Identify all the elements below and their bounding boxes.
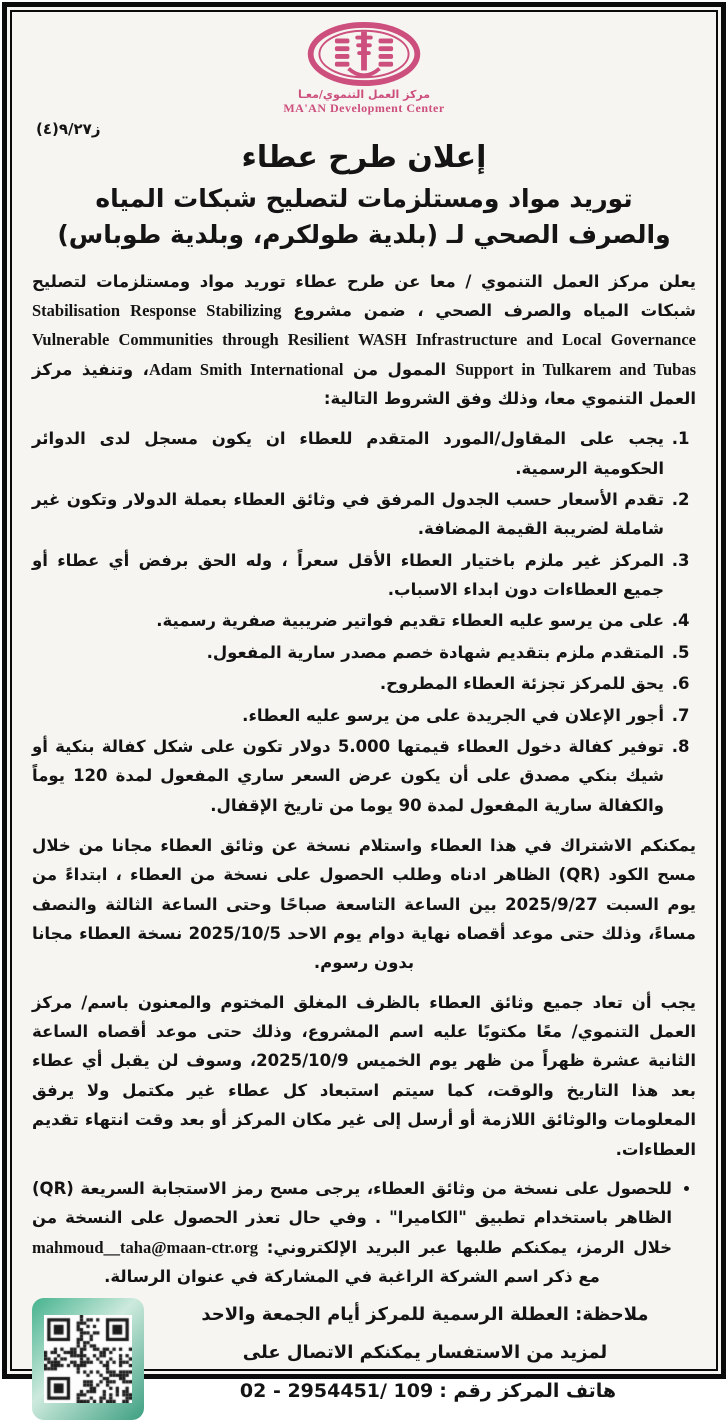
intro-arabic-3: ، وتنفيذ مركز العمل التنموي معا، وذلك وفق الشروط التالية: <box>32 359 696 408</box>
intro-arabic-2: الممول من <box>352 359 447 379</box>
phone-line <box>154 1372 696 1412</box>
footer <box>32 1296 696 1421</box>
footer-notes <box>154 1296 696 1421</box>
contact-email: mahmoud__taha@maan-ctr.org <box>32 1237 259 1257</box>
qr-info-paragraph: يمكنكم الاشتراك في هذا العطاء واستلام نسخة عن وثائق العطاء مجانا من خلال مسح الكود (QR) الظاهر ادناه وطلب الحصول على نسخة من العطاء ، ابتداءً من يوم السبت 2025/9/27 بين الساعة التاسعة صباحًا وحتى الساعة الثالثة والنصف مساءً، وذلك حتى موعد أقصاه نهاية دوام يوم الاحد 2025/10/5 نسخة العطاء مجانا بدون رسوم. <box>32 835 697 973</box>
condition-item-3: 3. المركز غير ملزم باختيار العطاء الأقل سعراً ، وله الحق برفض أي عطاء أو جميع العطاءات دون ابداء الاسباب. <box>32 546 666 605</box>
intro-funder-name-english: Adam Smith International <box>148 359 344 379</box>
intro-project-name-english: Stabilisation Response Stabilizing Vulnerable Communities through Resilient WASH Infrastructure and Local Governance Support in Tulkarem and Tubas <box>32 300 696 379</box>
phone-number: 02 - 2954451/ 109 <box>239 1379 434 1402</box>
condition-item-7: 7. أجور الإعلان في الجريدة على من يرسو عليه العطاء. <box>32 701 666 730</box>
condition-item-6: 6. يحق للمركز تجزئة العطاء المطروح. <box>32 669 666 698</box>
organization-logo <box>283 22 444 116</box>
qr-code-frame <box>32 1298 144 1420</box>
conditions-list <box>32 422 696 822</box>
logo-english-name: MA'AN Development Center <box>283 101 445 115</box>
qr-instruction-item <box>32 1174 672 1291</box>
qr-code <box>44 1315 132 1403</box>
ref-number: ز٩/٢٧(٤) <box>36 120 101 138</box>
inquiry-note: لمزيد من الاستفسار يمكنكم الاتصال على <box>242 1342 608 1364</box>
page-title: إعلان طرح عطاء <box>241 140 487 175</box>
intro-arabic-1: يعلن مركز العمل التنموي / معا عن طرح عطاء توريد مواد ومستلزمات لتصليح شبكات المياه والصرف الصحي ، ضمن مشروع <box>32 271 696 320</box>
advert-outer-border <box>2 2 726 1402</box>
logo-arabic-name: مركز العمل التنموي/معـا <box>298 88 431 101</box>
condition-item-1: 1. يجب على المقاول/المورد المتقدم للعطاء ان يكون مسجل لدى الدوائر الحكومية الرسمية. <box>32 424 666 483</box>
condition-item-5: 5. المتقدم ملزم بتقديم شهادة خصم مصدر سارية المفعول. <box>32 638 666 667</box>
advert-inner-border <box>10 10 718 1402</box>
maan-emblem-icon <box>305 22 423 86</box>
qr-instruction-arabic-2: مع ذكر اسم الشركة الراغبة في المشاركة في عنوان الرسالة. <box>104 1267 600 1286</box>
qr-instruction-arabic-1: للحصول على نسخة من وثائق العطاء، يرجى مسح رمز الاستجابة السريعة (QR) الظاهر باستخدام تطبيق "الكاميرا" . وفي حال تعذر الحصول على النسخة من خلال الرمز، يمكنكم طلبها عبر البريد الإلكتروني: <box>32 1178 672 1257</box>
condition-item-2: 2. تقدم الأسعار حسب الجدول المرفق في وثائق العطاء بعملة الدولار وتكون غير شاملة لضريبة القيمة المضافة. <box>32 485 666 544</box>
condition-item-8: 8. توفير كفالة دخول العطاء قيمتها 5.000 دولار تكون على شكل كفالة بنكية أو شيك بنكي مصدق على أن يكون عرض السعر ساري المفعول لمدة 120 يوماً والكفالة سارية المفعول لمدة 90 يوما من تاريخ الإقفال. <box>32 732 666 820</box>
phone-label: هاتف المركز رقم : <box>439 1379 617 1402</box>
holiday-note: ملاحظة: العطلة الرسمية للمركز أيام الجمعة والاحد <box>201 1304 649 1326</box>
condition-item-4: 4. على من يرسو عليه العطاء تقديم فواتير ضريبية صفرية رسمية. <box>32 606 666 635</box>
page-subtitle: توريد مواد ومستلزمات لتصليح شبكات المياه والصرف الصحي لـ (بلدية طولكرم، وبلدية طوباس) <box>57 184 671 250</box>
qr-instruction-list <box>32 1174 696 1291</box>
submission-paragraph: يجب أن تعاد جميع وثائق العطاء بالظرف المغلق المختوم والمعنون باسم/ مركز العمل التنموي/ معًا مكتوبًا عليه اسم المشروع، وذلك حتى موعد أقصاه الساعة الثانية عشرة ظهراً من ظهر يوم الخميس 2025/10/9، وسوف لن يقبل أي عطاء بعد هذا التاريخ والوقت، كما سيتم استبعاد كل عطاء غير مكتمل ولا يرفق المعلومات والوثائق اللازمة أو أرسل إلى غير مكان المركز أو بعد وقت انتهاء تقديم العطاءات. <box>32 992 696 1159</box>
intro-paragraph <box>32 267 696 414</box>
